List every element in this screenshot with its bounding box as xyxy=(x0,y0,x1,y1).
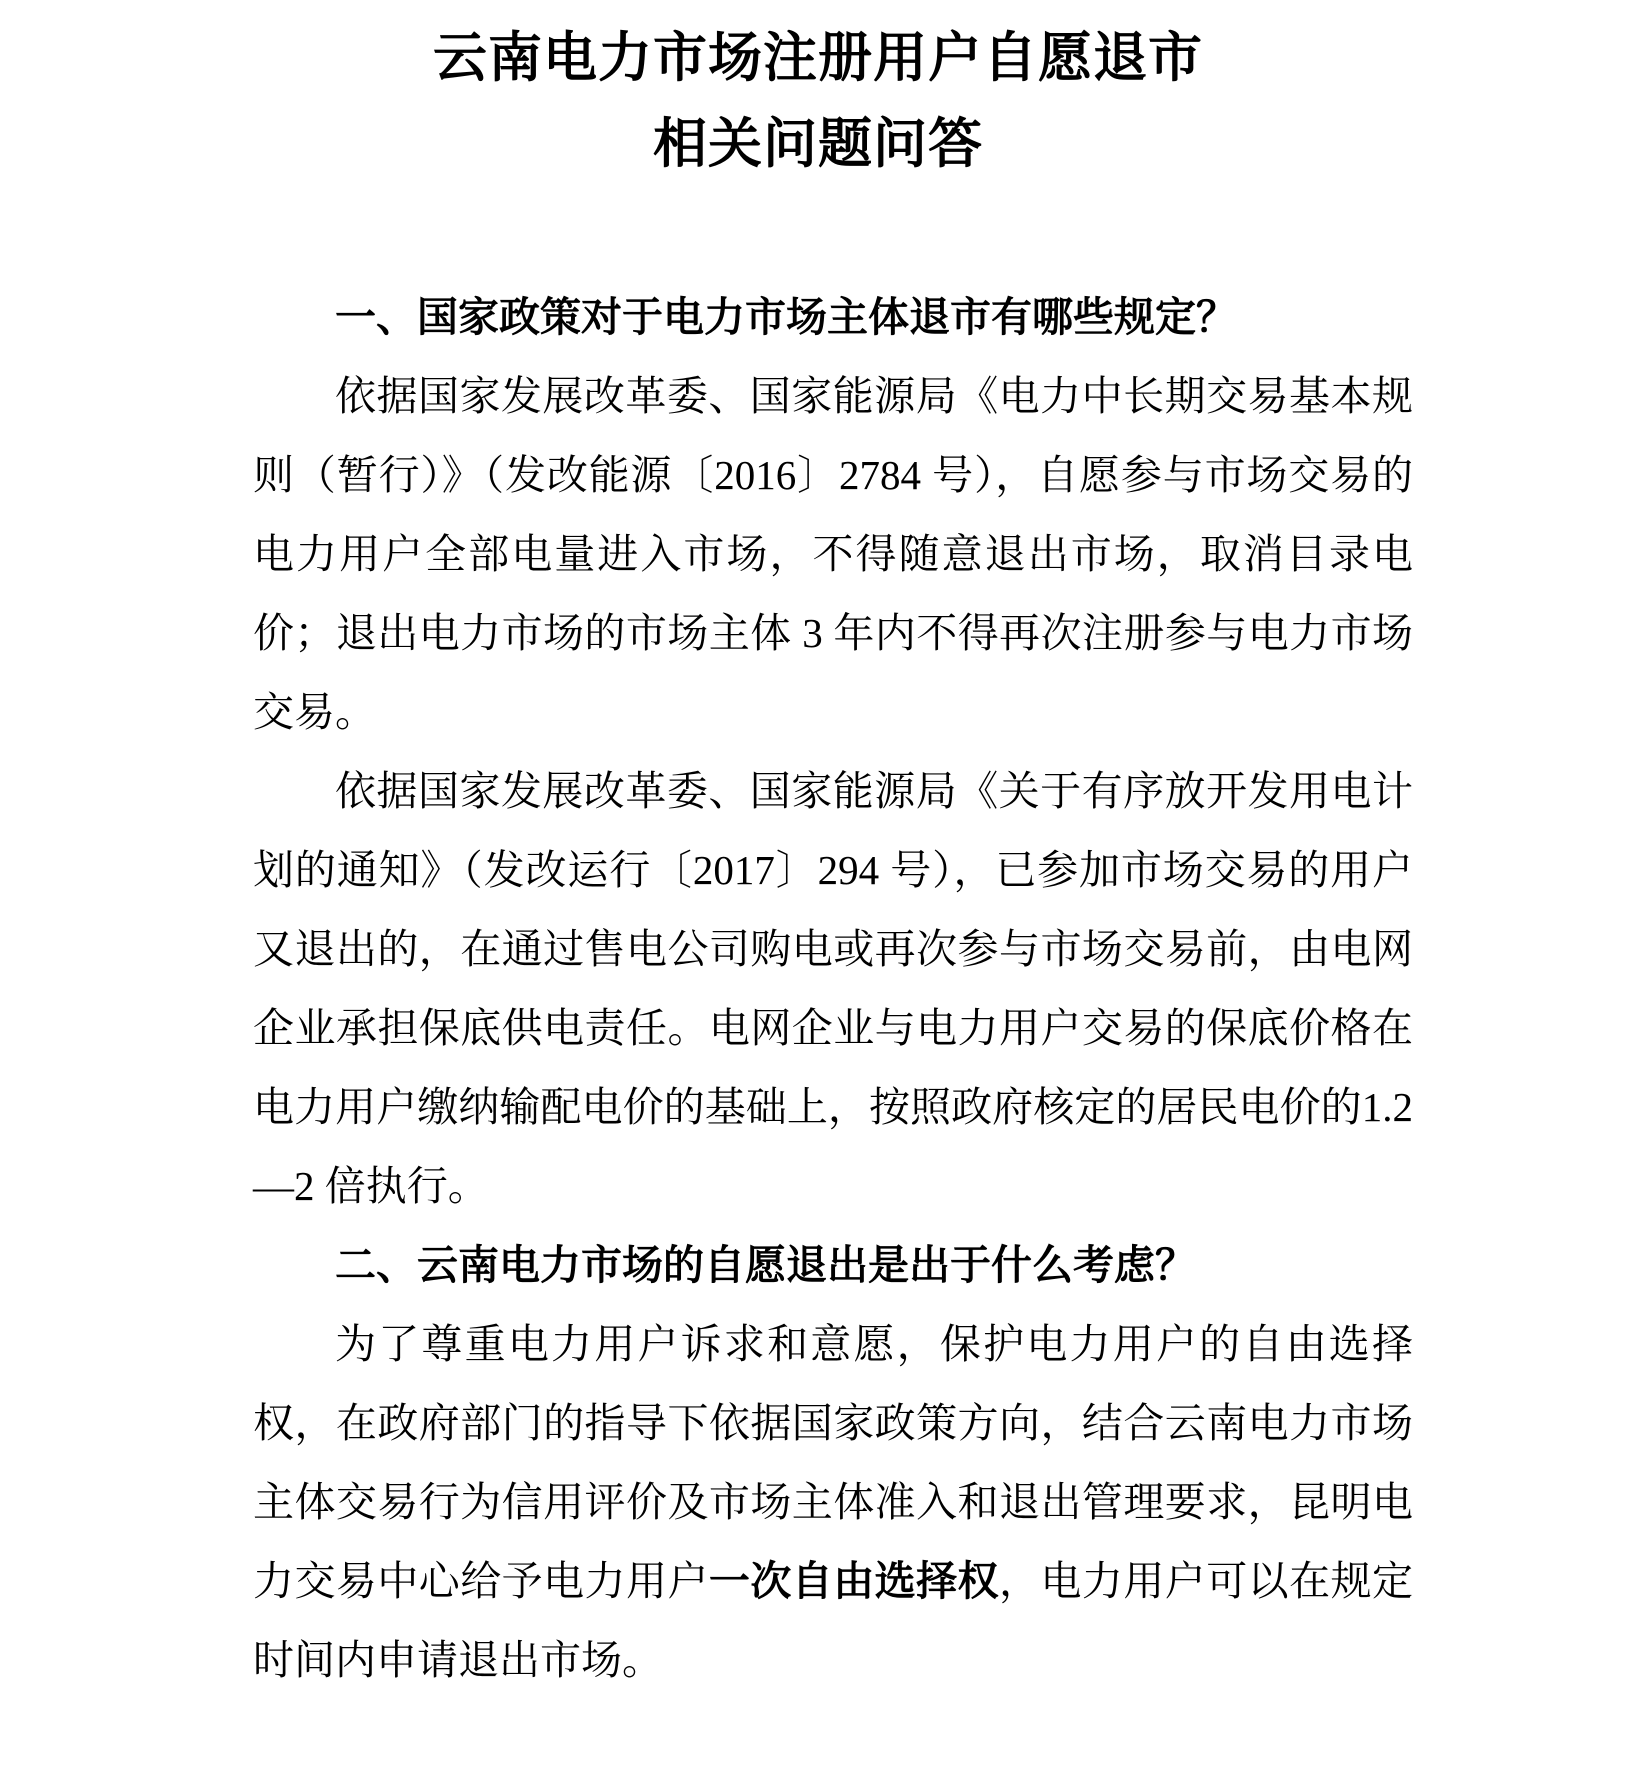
section2-heading: 二、云南电力市场的自愿退出是出于什么考虑？ xyxy=(335,1241,1196,1289)
section1-paragraph1: 依据国家发展改革委、国家能源局《电力中长期交易基本规则（暂行）》（发改能源〔2016〕2784 号），自愿参与市场交易的电力用户全部电量进入市场，不得随意退出市场，取消目录电价；退出电力市场的市场主体 3 年内不得再次注册参与电力市场交易。 xyxy=(253,373,1413,735)
section2-paragraph1-text: 为了尊重电力用户诉求和意愿，保护电力用户的自由选择权，在政府部门的指导下依据国家政策方向，结合云南电力市场主体交易行为信用评价及市场主体准入和退出管理要求，昆明电力交易中心给予电力用户 xyxy=(253,1321,1413,1604)
document-title-line2: 相关问题问答 xyxy=(653,111,983,175)
section1-paragraph2: 依据国家发展改革委、国家能源局《关于有序放开发用电计划的通知》（发改运行〔2017〕294 号），已参加市场交易的用户又退出的，在通过售电公司购电或再次参与市场交易前，由电网企业承担保底供电责任。电网企业与电力用户交易的保底价格在电力用户缴纳输配电价的基础上，按照政府核定的居民电价的1.2—2 倍执行。 xyxy=(253,768,1413,1209)
section1-heading: 一、国家政策对于电力市场主体退市有哪些规定？ xyxy=(335,293,1237,341)
section2-paragraph1 xyxy=(253,1305,1413,1700)
section2-paragraph1-bold-phrase: 一次自由选择权 xyxy=(708,1557,1000,1605)
document-title-line1: 云南电力市场注册用户自愿退市 xyxy=(433,25,1203,89)
section2-paragraph1-tail: ，电力用户可以在规定时间内申请退出市场。 xyxy=(253,1558,1414,1683)
document-title xyxy=(0,0,1636,186)
document-body xyxy=(253,186,1413,1700)
